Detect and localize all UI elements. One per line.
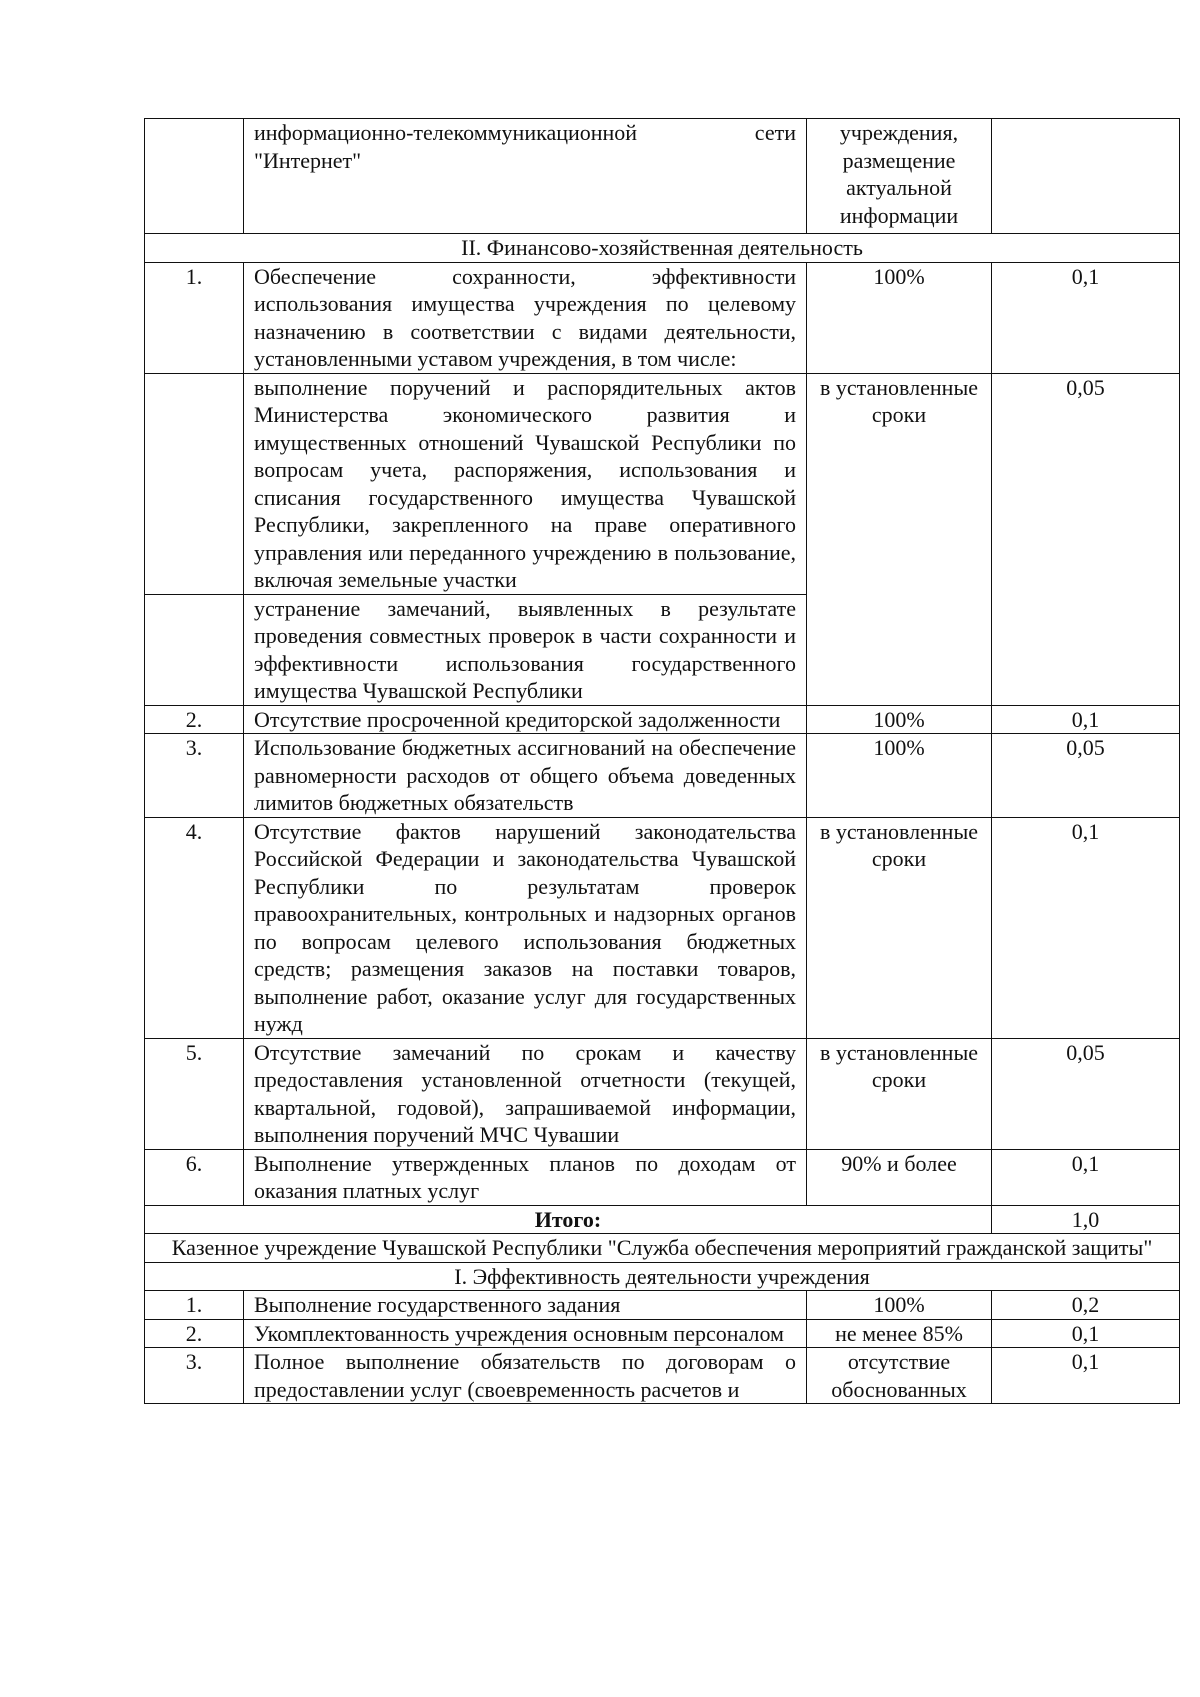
row-number: 4. xyxy=(145,817,244,1038)
row-number: 2. xyxy=(145,705,244,734)
table-row xyxy=(145,373,1180,594)
criterion-weight: 0,1 xyxy=(992,705,1180,734)
criterion-text: выполнение поручений и распорядительных актов Министерства экономического развития и имущественных отношений Чувашской Республики по вопросам учета, распоряжения, использования и списания государственного имущества Чувашской Республики, закрепленного на праве оперативного управления или переданного учреждению в пользование, включая земельные участки xyxy=(244,373,807,594)
criterion-text: Укомплектованность учреждения основным персоналом xyxy=(244,1319,807,1348)
table-row xyxy=(145,262,1180,373)
row-number: 3. xyxy=(145,1348,244,1404)
criterion-text: Отсутствие фактов нарушений законодательства Российской Федерации и законодательства Чувашской Республики по результатам проверок правоохранительных, контрольных и надзорных органов по вопросам целевого использования бюджетных средств; размещения заказов на поставки товаров, выполнение работ, оказание услуг для государственных нужд xyxy=(244,817,807,1038)
table-row xyxy=(145,734,1180,818)
criteria-table xyxy=(144,118,1180,1404)
criterion-weight: 0,05 xyxy=(992,734,1180,818)
criterion-weight: 0,1 xyxy=(992,1149,1180,1205)
criterion-value: отсутствие обоснованных xyxy=(807,1348,992,1404)
criterion-weight: 0,05 xyxy=(992,1038,1180,1149)
table-row xyxy=(145,1149,1180,1205)
table-row xyxy=(145,817,1180,1038)
total-row xyxy=(145,1205,1180,1234)
criterion-value: 100% xyxy=(807,734,992,818)
criterion-value: учреждения, размещение актуальной информации xyxy=(807,119,992,234)
row-number: 6. xyxy=(145,1149,244,1205)
row-number: 5. xyxy=(145,1038,244,1149)
section-title-efficiency: I. Эффективность деятельности учреждения xyxy=(145,1262,1180,1291)
criterion-weight: 0,1 xyxy=(992,817,1180,1038)
criterion-weight: 0,1 xyxy=(992,262,1180,373)
row-number: 2. xyxy=(145,1319,244,1348)
table-row xyxy=(145,119,1180,234)
institution-title: Казенное учреждение Чувашской Республики "Служба обеспечения мероприятий гражданской защиты" xyxy=(145,1234,1180,1263)
criterion-value: в установленные сроки xyxy=(807,1038,992,1149)
row-number xyxy=(145,119,244,234)
criterion-text: Обеспечение сохранности, эффективности использования имущества учреждения по целевому назначению в соответствии с видами деятельности, установленными уставом учреждения, в том числе: xyxy=(244,262,807,373)
row-number: 3. xyxy=(145,734,244,818)
criterion-value: 90% и более xyxy=(807,1149,992,1205)
table-row xyxy=(145,1291,1180,1320)
total-weight: 1,0 xyxy=(992,1205,1180,1234)
row-number xyxy=(145,373,244,594)
criterion-value: 100% xyxy=(807,1291,992,1320)
criterion-weight: 0,1 xyxy=(992,1319,1180,1348)
criterion-text: Выполнение государственного задания xyxy=(244,1291,807,1320)
criterion-weight: 0,05 xyxy=(992,373,1180,705)
criterion-text: Выполнение утвержденных планов по доходам от оказания платных услуг xyxy=(244,1149,807,1205)
institution-heading-row xyxy=(145,1234,1180,1263)
criterion-text: Использование бюджетных ассигнований на обеспечение равномерности расходов от общего объема доведенных лимитов бюджетных обязательств xyxy=(244,734,807,818)
criterion-weight xyxy=(992,119,1180,234)
total-label: Итого: xyxy=(145,1205,992,1234)
criterion-text: Отсутствие замечаний по срокам и качеству предоставления установленной отчетности (текущей, квартальной, годовой), запрашиваемой информации, выполнения поручений МЧС Чувашии xyxy=(244,1038,807,1149)
criterion-weight: 0,1 xyxy=(992,1348,1180,1404)
section-heading-row xyxy=(145,1262,1180,1291)
criterion-text: информационно-телекоммуникационной сети "Интернет" xyxy=(244,119,807,234)
row-number: 1. xyxy=(145,1291,244,1320)
criterion-text: Отсутствие просроченной кредиторской задолженности xyxy=(244,705,807,734)
criterion-value: не менее 85% xyxy=(807,1319,992,1348)
criterion-value: 100% xyxy=(807,705,992,734)
row-number xyxy=(145,594,244,705)
criterion-value: 100% xyxy=(807,262,992,373)
criterion-text: Полное выполнение обязательств по договорам о предоставлении услуг (своевременность расчетов и xyxy=(244,1348,807,1404)
table-row xyxy=(145,705,1180,734)
table-row xyxy=(145,1319,1180,1348)
table-row xyxy=(145,1038,1180,1149)
criterion-value: в установленные сроки xyxy=(807,373,992,705)
criterion-text: устранение замечаний, выявленных в результате проведения совместных проверок в части сохранности и эффективности использования государственного имущества Чувашской Республики xyxy=(244,594,807,705)
criterion-value: в установленные сроки xyxy=(807,817,992,1038)
section-title-financial: II. Финансово-хозяйственная деятельность xyxy=(145,234,1180,263)
row-number: 1. xyxy=(145,262,244,373)
criterion-weight: 0,2 xyxy=(992,1291,1180,1320)
section-heading-row xyxy=(145,234,1180,263)
table-row xyxy=(145,1348,1180,1404)
